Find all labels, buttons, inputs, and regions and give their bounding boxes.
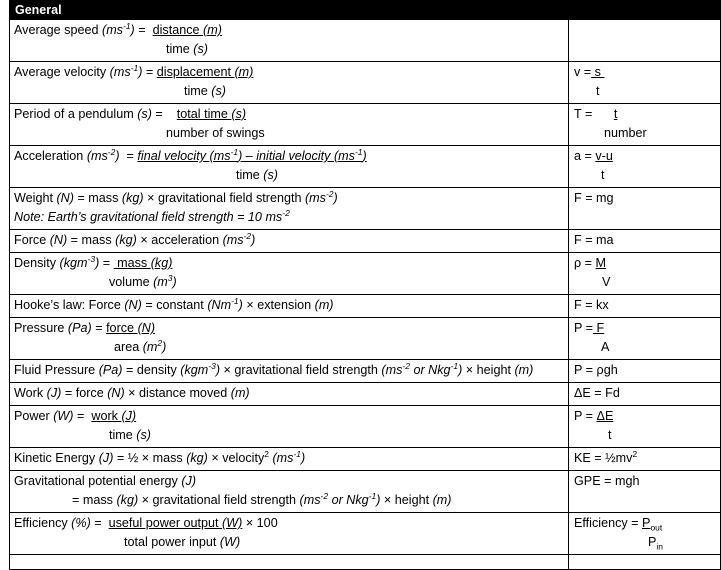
symbol-line-denominator: t	[601, 168, 605, 182]
formula-line-numerator: Density (kgm$^{-3}$) = mass (kg)	[14, 253, 173, 270]
formula-line-numerator: Average speed $(ms^{-1})$ = distance (m)	[14, 20, 222, 37]
formula-line-main: Force (N) = mass (kg) × acceleration $(ms^{-2})$	[14, 230, 256, 247]
formula-line-denominator: time (s)	[109, 428, 151, 442]
table-row	[10, 295, 721, 318]
formula-kinetic-energy	[10, 448, 569, 471]
symbol-average-speed	[569, 20, 721, 62]
formula-line-numerator: Power (W) = work (J)	[14, 409, 137, 423]
symbol-line-numerator: a = v-u	[574, 149, 613, 163]
formula-line-denominator: area $(m^2)$	[114, 337, 167, 354]
formula-average-velocity	[10, 62, 569, 104]
symbol-line-numerator: ρ = M	[574, 256, 607, 270]
formula-period-of-a-pendulum	[10, 104, 569, 146]
symbol-line-main: F = mg	[574, 191, 614, 205]
symbol-line-numerator: v = s	[574, 65, 605, 79]
formula-next-row-left	[10, 555, 569, 570]
symbol-gravitational-potential-energy	[569, 471, 721, 513]
formula-density	[10, 253, 569, 295]
formula-fluid-pressure	[10, 360, 569, 383]
formula-line-main: Kinetic Energy (J) = ½ × mass (kg) × velocity$^2$ $(ms^{-1})$	[14, 448, 306, 465]
symbol-line-main: P = ρgh	[574, 363, 618, 377]
section-header-spacer	[569, 1, 721, 20]
symbol-efficiency	[569, 513, 721, 555]
symbol-line-main: F = kx	[574, 298, 609, 312]
formula-acceleration	[10, 146, 569, 188]
symbol-period-of-a-pendulum	[569, 104, 721, 146]
formula-line-numerator: Average velocity $(ms^{-1})$ = displacement (m)	[14, 62, 254, 79]
table-row	[10, 471, 721, 513]
symbol-line-denominator: number	[604, 126, 647, 140]
table-row	[10, 253, 721, 295]
symbol-density	[569, 253, 721, 295]
formula-line-denominator: time (s)	[184, 84, 226, 98]
symbol-fluid-pressure	[569, 360, 721, 383]
formula-power	[10, 406, 569, 448]
symbol-force	[569, 230, 721, 253]
table-row	[10, 62, 721, 104]
symbol-line-denominator: A	[601, 340, 610, 354]
symbol-pressure	[569, 318, 721, 360]
table-row	[10, 448, 721, 471]
formula-line-numerator: Period of a pendulum (s) = total time (s)	[14, 107, 247, 121]
symbol-line-main: F = ma	[574, 233, 614, 247]
symbol-line-main: GPE = mgh	[574, 474, 640, 488]
formula-line-denominator: volume $(m^3)$	[109, 272, 177, 289]
formula-line-note: Note: Earth’s gravitational field strength = 10 $ms^{-2}$	[14, 207, 290, 224]
formula-force	[10, 230, 569, 253]
symbol-weight	[569, 188, 721, 230]
table-row	[10, 104, 721, 146]
formula-line-main: Weight (N) = mass (kg) × gravitational field strength $(ms^{-2})$	[14, 188, 338, 205]
table-row	[10, 188, 721, 230]
section-header-title: General	[10, 1, 569, 20]
formula-line-numerator: Acceleration $(ms^{-2})$ = final velocity $(ms^{-1})$ – initial velocity $(ms^{-1})$	[14, 146, 367, 163]
physics-formula-table	[9, 0, 721, 570]
formula-work	[10, 383, 569, 406]
table-row	[10, 20, 721, 62]
formula-pressure	[10, 318, 569, 360]
symbol-next-row-right	[569, 555, 721, 570]
symbol-acceleration	[569, 146, 721, 188]
symbol-line-denominator: $P_{in}$	[648, 535, 664, 552]
table-row	[10, 146, 721, 188]
symbol-line-denominator: t	[608, 428, 612, 442]
formula-efficiency	[10, 513, 569, 555]
symbol-line-numerator: Efficiency = $P_{out}$	[574, 516, 663, 533]
symbol-line-numerator: T = t	[574, 107, 618, 121]
formula-line-numerator: Efficiency (%) = useful power output (W) × 100	[14, 516, 278, 530]
formula-line-main: = mass (kg) × gravitational field strength ($ms^{-2}$ or Nkg$^{-1}$) × height (m)	[72, 490, 452, 507]
symbol-line-numerator: P = F	[574, 321, 605, 335]
formula-line-denominator: time (s)	[236, 168, 278, 182]
table-row	[10, 513, 721, 555]
formula-line-main: Work (J) = force (N) × distance moved (m)	[14, 386, 250, 400]
formula-gravitational-potential-energy	[10, 471, 569, 513]
formula-line-title: Gravitational potential energy (J)	[14, 474, 197, 488]
table-row	[10, 318, 721, 360]
formula-line-denominator: number of swings	[166, 126, 265, 140]
table-row	[10, 230, 721, 253]
symbol-line-main: KE = $\frac{1}{2}mv^2$	[574, 448, 638, 465]
table-row-partial	[10, 555, 721, 570]
table-row	[10, 383, 721, 406]
formula-line-main: Hooke’s law: Force (N) = constant $(Nm^{-1})$ × extension (m)	[14, 295, 334, 312]
formula-line-main: Fluid Pressure (Pa) = density (kgm$^{-3}$) × gravitational field strength ($ms^{-2}$ or Nkg$^{-1}$) × height (m)	[14, 360, 534, 377]
formula-hookes-law	[10, 295, 569, 318]
formula-line-numerator: Pressure (Pa) = force (N)	[14, 321, 156, 335]
symbol-line-numerator: P = ΔE	[574, 409, 614, 423]
symbol-line-denominator: V	[602, 275, 611, 289]
symbol-line-main: ΔE = Fd	[574, 386, 620, 400]
symbol-average-velocity	[569, 62, 721, 104]
table-row	[10, 360, 721, 383]
formula-line-denominator: time (s)	[166, 42, 208, 56]
formula-line-denominator: total power input (W)	[124, 535, 241, 549]
symbol-power	[569, 406, 721, 448]
symbol-line-denominator: t	[596, 84, 600, 98]
table-header-row	[10, 1, 721, 20]
symbol-hookes-law	[569, 295, 721, 318]
symbol-kinetic-energy	[569, 448, 721, 471]
formula-weight	[10, 188, 569, 230]
symbol-work	[569, 383, 721, 406]
formula-average-speed	[10, 20, 569, 62]
table-row	[10, 406, 721, 448]
